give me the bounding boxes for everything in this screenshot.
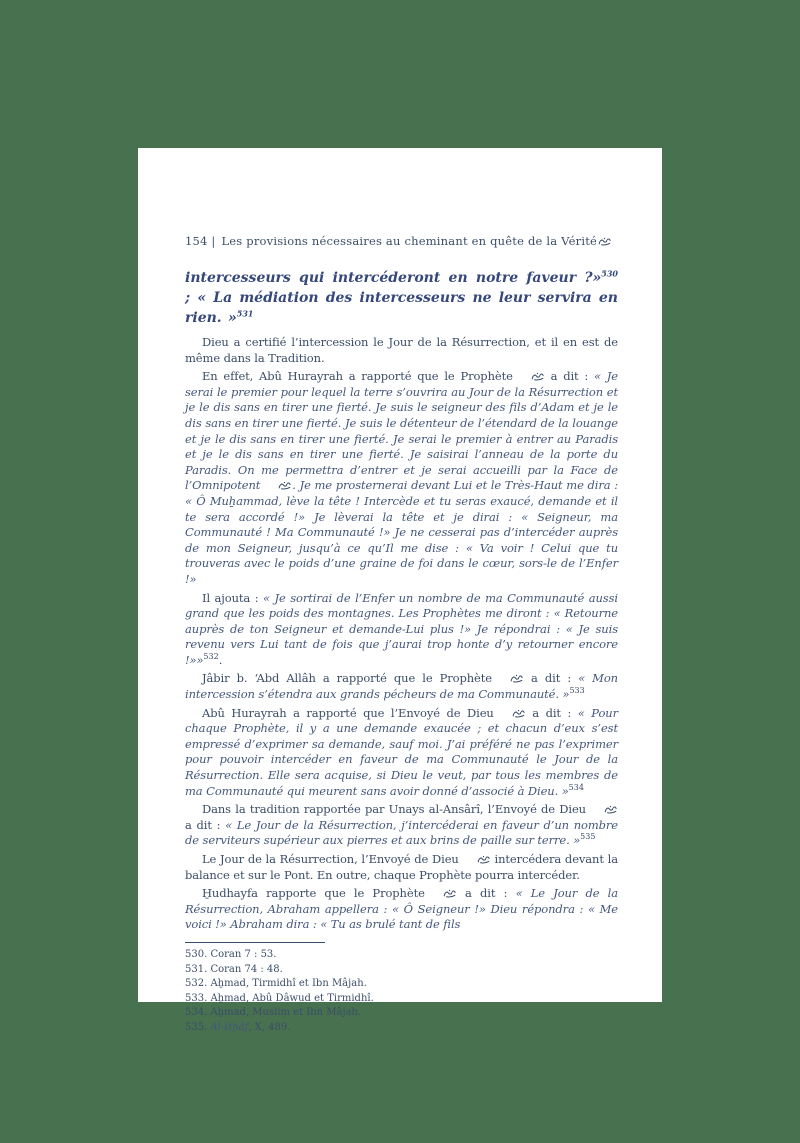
running-header (185, 234, 618, 248)
text-run: « Le Jour de la Résurrection, Abraham appellera : « Ô Seigneur !» Dieu répondra : « Me voici !» Abraham dira : « Tu as brulé tant de fils (185, 886, 618, 932)
salla-honorific-seal-icon (493, 672, 523, 688)
text-run: 533. Aẖmad, Abû Dâwud et Tirmidhî. (185, 992, 374, 1004)
text-run: « Mon intercession s’étendra aux grands pécheurs de ma Communauté. » (185, 671, 618, 702)
footnote (185, 977, 618, 992)
footnote (185, 948, 618, 963)
footnote-divider (185, 942, 325, 943)
paragraph (185, 335, 618, 366)
running-title-wrap (215, 234, 618, 248)
prophet-honorific-seal-icon (598, 235, 611, 249)
text-run: 531. Coran 74 : 48. (185, 963, 283, 975)
paragraph (185, 706, 618, 800)
footnote-reference: 530 (601, 268, 618, 279)
text-run: 530. Coran 7 : 53. (185, 948, 277, 960)
paragraph (185, 802, 618, 849)
text-run: Dieu a certifié l’intercession le Jour de la Résurrection, et il en est de même dans la Tradition. (185, 335, 618, 365)
paragraph (185, 671, 618, 702)
salla-honorific-seal-icon (587, 803, 617, 819)
text-run: Le Jour de la Résurrection, l’Envoyé de Dieu (202, 852, 459, 866)
text-run: « Je serai le premier pour lequel la terre s’ouvrira au Jour de la Résurrection et je le dis sans en tirer une fierté. Je suis le seigneur des fils d’Adam et je le dis sans en tirer une fierté. Je suis le détenteur de l’étendard de la louange et je le dis sans en tirer une fierté. Je serai le premier à entrer au Paradis et je le dis sans en tirer une fierté. Je saisirai l’anneau de la porte du Paradis. On me permettra d’entrer et je serai accueilli par la Face de l’Omnipotent (185, 369, 618, 493)
text-run: Al-Itẖâf (210, 1021, 249, 1033)
footnote-reference: 531 (236, 308, 254, 319)
body-text (185, 268, 618, 933)
paragraph (185, 852, 618, 883)
text-run: Abû Hurayrah a rapporté que l’Envoyé de Dieu (202, 705, 494, 720)
book-title: Les provisions nécessaires au cheminant en quête de la Vérité (221, 234, 598, 248)
footnote (185, 1021, 618, 1036)
text-run: Dans la tradition rapportée par Unays al-Ansârî, l’Envoyé de Dieu (202, 802, 586, 817)
text-run: intercesseurs qui intercéderont en notre faveur ?» (185, 270, 602, 286)
salla-honorific-seal-icon (495, 707, 525, 723)
footnote (185, 963, 618, 978)
text-run: En effet, Abû Hurayrah a rapporté que le Prophète (202, 369, 513, 384)
footnote-reference: 532 (203, 652, 219, 662)
salla-honorific-seal-icon (426, 887, 456, 903)
text-run: a dit : (456, 886, 516, 901)
text-run: a dit : (523, 671, 579, 686)
salla-honorific-seal-icon (460, 853, 490, 869)
paragraph (185, 369, 618, 587)
text-run: « Pour chaque Prophète, il y a une demande exaucée ; et chacun d’eux s’est empressé d’exprimer sa demande, sauf moi. J’ai préféré ne pas l’exprimer pour pouvoir intercéder en faveur de ma Communauté le Jour de la Résurrection. Elle sera acquise, si Dieu le veut, par tous les membres de ma Communauté qui meurent sans avoir donné d’associé à Dieu. » (185, 705, 618, 798)
text-run: H̱udhayfa rapporte que le Prophète (202, 886, 425, 901)
jalla-honorific-seal-icon (261, 479, 291, 495)
text-run: « Je sortirai de l’Enfer un nombre de ma Communauté aussi grand que les poids des montagnes. Les Prophètes me diront : « Retourne auprès de ton Seigneur et demande-Lui plus !» Je répondrai : « Je suis revenu vers Lui tant de fois que j’aurai trop honte d’y retourner encore !»» (185, 590, 618, 667)
footnote (185, 992, 618, 1007)
text-run: Jâbir b. ‘Abd Allâh a rapporté que le Prophète (202, 671, 492, 686)
text-run: a dit : (185, 817, 226, 832)
book-page (138, 148, 662, 1033)
lead-quote-paragraph (185, 268, 618, 328)
text-run: . (218, 652, 223, 667)
text-run: a dit : (544, 369, 594, 384)
text-run: ; « La médiation des intercesseurs ne leur servira en rien. » (185, 290, 618, 326)
text-run: 535. (185, 1021, 211, 1033)
footnotes-block (185, 948, 618, 1036)
text-run: a dit : (525, 705, 578, 720)
text-run: 532. Aẖmad, Tirmidhî et Ibn Mâjah. (185, 978, 367, 990)
salla-honorific-seal-icon (514, 370, 544, 386)
footnote-reference: 534 (568, 782, 584, 792)
text-run: intercédera devant la balance et sur le Pont. En outre, chaque Prophète pourra intercéder. (185, 852, 618, 882)
page-content (138, 148, 662, 1036)
footnote-reference: 535 (580, 832, 596, 842)
footnote-reference: 533 (569, 686, 585, 696)
text-run: Il ajouta : (202, 590, 264, 605)
paragraph (185, 886, 618, 933)
text-run: . Je me prosternerai devant Lui et le Très-Haut me dira : « Ô Muẖammad, lève la tête ! Intercède et tu seras exaucé, demande et il te sera accordé !» Je lèverai la tête et je dirai : « Seigneur, ma Communauté ! Ma Communauté !» Je ne cesserai pas d’intercéder auprès de mon Seigneur, jusqu’à ce qu’Il me dise : « Va voir ! Celui que tu trouveras avec le poids d’une graine de foi dans le cœur, sors-le de l’Enfer !» (185, 478, 618, 586)
text-run: 534. Aẖmad, Muslim et Ibn Mâjah. (185, 1007, 362, 1019)
text-run: « Le Jour de la Résurrection, j’intercéderai en faveur d’un nombre de serviteurs supérieur aux pierres et aux brins de paille sur terre. » (185, 817, 618, 848)
paragraph (185, 591, 618, 669)
footnote (185, 1006, 618, 1021)
text-run: , X, 489. (248, 1021, 291, 1033)
page-number: 154 | (185, 234, 216, 248)
